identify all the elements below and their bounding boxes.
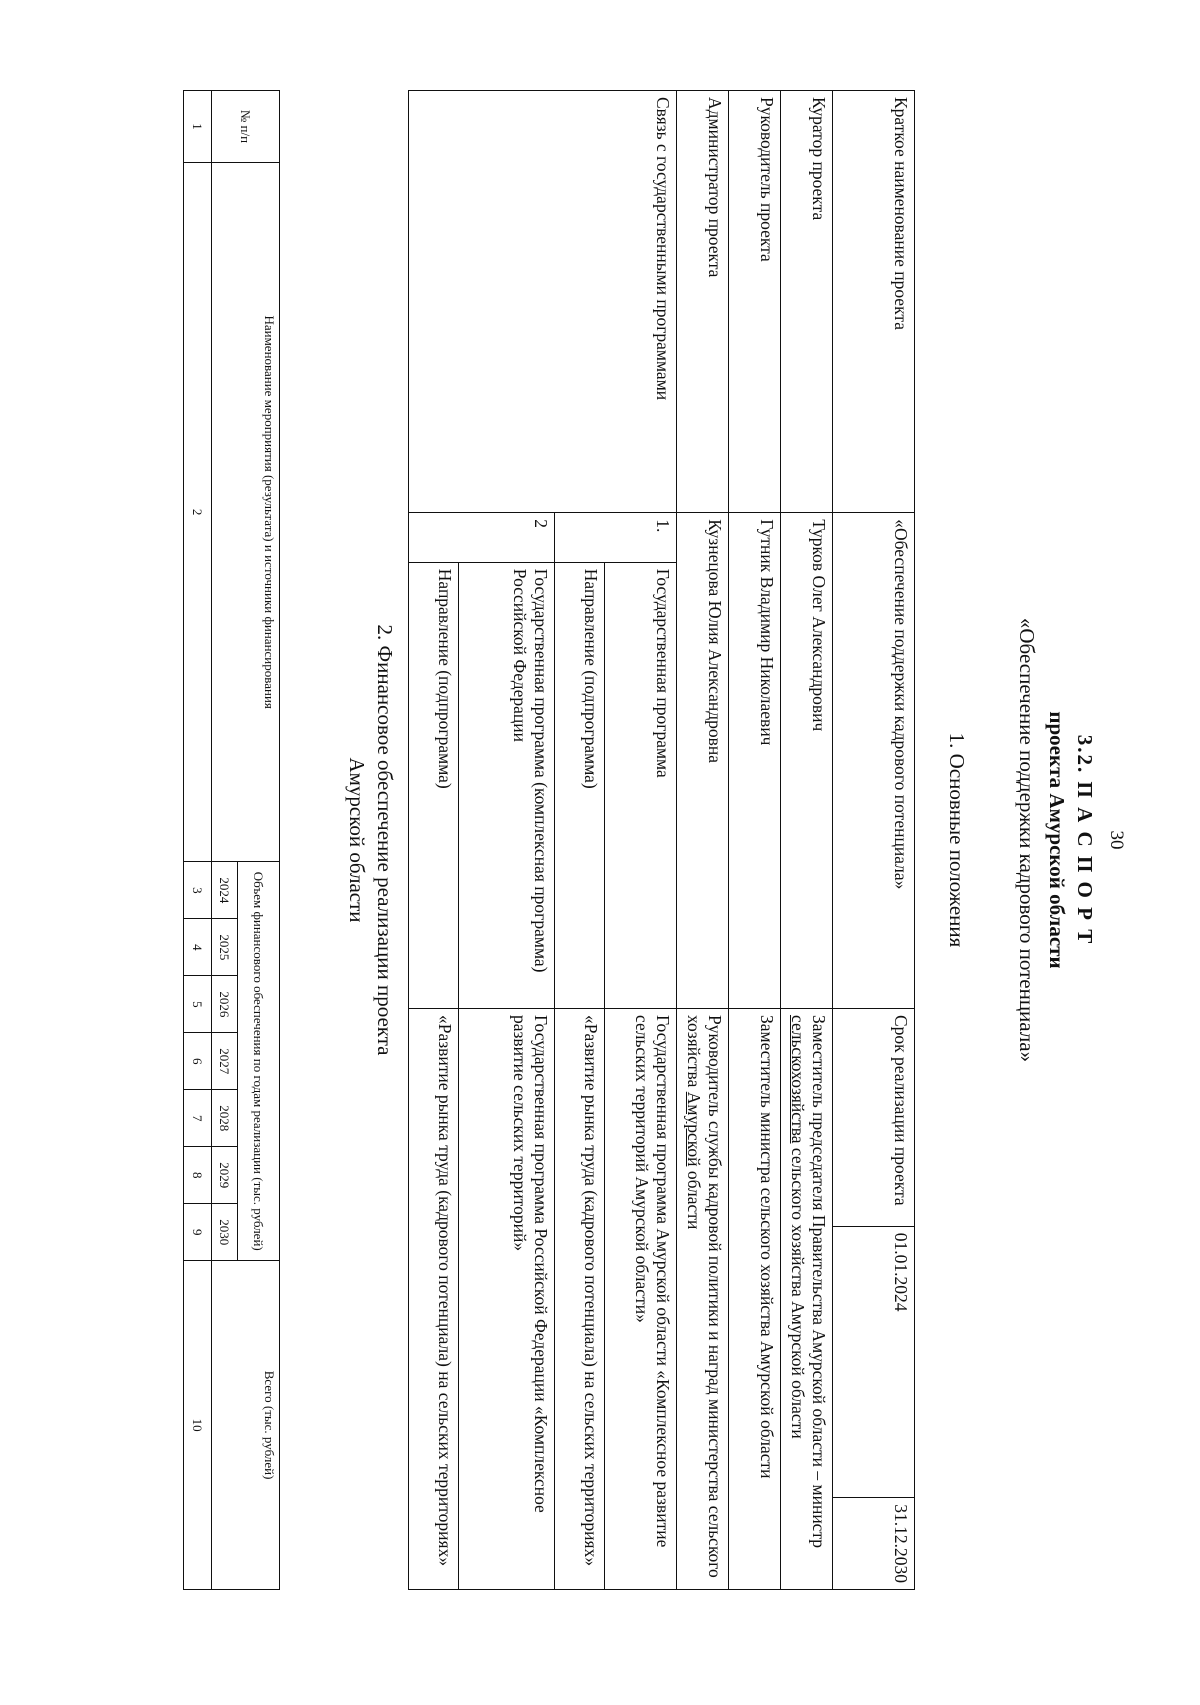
curator-position [781,1008,833,1589]
section-2-title-line2: Амурской области [345,757,369,923]
curator-label: Куратор проекта [781,91,833,513]
page-number: 30 [1106,830,1127,850]
program-row-number: 1. [555,513,677,563]
column-number: 3 [184,862,212,919]
year-header: 2028 [212,1090,238,1147]
short-name-value: «Обеспечение поддержки кадрового потенциала» [833,513,915,1009]
passport-subtitle: проекта Амурской области [1045,711,1069,969]
project-name-heading: «Обеспечение поддержки кадрового потенциала» [1015,617,1039,1063]
column-number: 10 [184,1261,212,1590]
document-page [45,0,1200,1680]
financing-table [183,90,280,1590]
direction-label: Направление (подпрограмма) [555,562,605,1008]
leader-label: Руководитель проекта [729,91,781,513]
program-value: Государственная программа Российской Федерации «Комплексное развитие сельских территорий» [459,1008,555,1589]
leader-name: Гутник Владимир Николаевич [729,513,781,1009]
year-header: 2027 [212,1033,238,1090]
column-number: 9 [184,1204,212,1261]
column-number: 6 [184,1033,212,1090]
col-header-volume: Объем финансового обеспечения по годам реализации (тыс. рублей) [238,862,280,1261]
administrator-position-text-end: области [684,1166,704,1230]
col-header-num: № п/п [212,91,280,163]
year-header: 2024 [212,862,238,919]
administrator-name: Кузнецова Юлия Александровна [677,513,729,1009]
column-number: 7 [184,1090,212,1147]
short-name-label: Краткое наименование проекта [833,91,915,513]
year-header: 2025 [212,919,238,976]
direction-label: Направление (подпрограмма) [409,562,459,1008]
end-date: 31.12.2030 [833,1498,915,1590]
administrator-label: Администратор проекта [677,91,729,513]
table-row [677,91,729,1590]
col-header-total: Всего (тыс. рублей) [212,1261,280,1590]
table-row [781,91,833,1590]
administrator-position-underlined: Амурской [684,1091,704,1167]
column-number: 8 [184,1147,212,1204]
year-header: 2030 [212,1204,238,1261]
program-label: Государственная программа (комплексная программа) Российской Федерации [459,562,555,1008]
curator-position-underlined: сельскохозяйства [788,1014,808,1144]
basic-provisions-table [408,90,915,1590]
table-row [833,91,915,1590]
curator-name: Турков Олег Александрович [781,513,833,1009]
col-header-name: Наименование мероприятия (результата) и источники финансирования [212,162,280,861]
curator-position-text: Заместитель председателя Правительства Амурской области – министр [809,1014,829,1549]
curator-position-text-end: сельского хозяйства Амурской области [788,1143,808,1439]
column-number: 4 [184,919,212,976]
passport-title: 3.2. П А С П О Р Т [1073,734,1097,946]
administrator-position [677,1008,729,1589]
program-row-number: 2 [409,513,555,563]
section-1-title: 1. Основные положения [945,732,969,948]
direction-value: «Развитие рынка труда (кадрового потенциала) на сельских территориях» [409,1008,459,1589]
program-label: Государственная программа [605,562,677,1008]
table-header-row [238,91,280,1590]
table-row [729,91,781,1590]
column-number: 5 [184,976,212,1033]
start-date: 01.01.2024 [833,1226,915,1498]
period-label: Срок реализации проекта [833,1008,915,1226]
table-row [605,91,677,1590]
direction-value: «Развитие рынка труда (кадрового потенциала) на сельских территориях» [555,1008,605,1589]
year-header: 2029 [212,1147,238,1204]
programs-label: Связь с государственными программами [409,91,677,513]
column-number: 2 [184,162,212,861]
section-2-title: 2. Финансовое обеспечение реализации проекта [373,624,397,1056]
table-row [184,91,212,1590]
column-number: 1 [184,91,212,163]
program-value: Государственная программа Амурской области «Комплексное развитие сельских территорий Амурской области» [605,1008,677,1589]
year-header: 2026 [212,976,238,1033]
leader-position: Заместитель министра сельского хозяйства Амурской области [729,1008,781,1589]
administrator-position-text: Руководитель службы кадровой политики и наград министерства сельского хозяйства [684,1014,725,1578]
